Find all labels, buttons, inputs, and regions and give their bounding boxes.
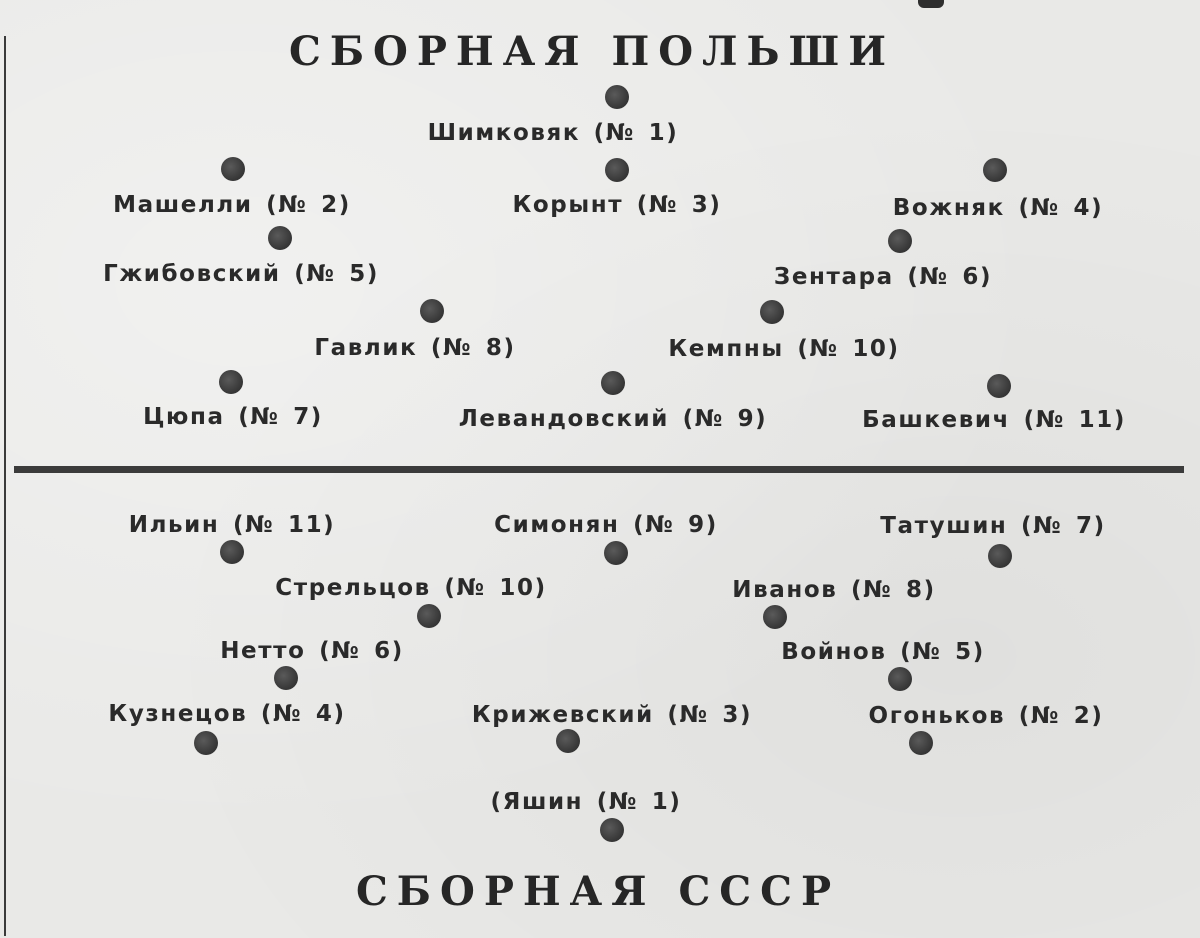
player-marker	[556, 729, 580, 753]
poland-team-title: СБОРНАЯ ПОЛЬШИ	[288, 28, 896, 75]
player-label: Гавлик (№ 8)	[314, 335, 516, 361]
player-label: Корынт (№ 3)	[512, 192, 722, 218]
player-label: Иванов (№ 8)	[732, 577, 936, 603]
player-marker	[604, 541, 628, 565]
player-label: Нетто (№ 6)	[220, 638, 404, 664]
player-marker	[988, 544, 1012, 568]
player-label: Вожняк (№ 4)	[892, 195, 1104, 221]
player-label: (Яшин (№ 1)	[490, 789, 682, 815]
player-label: Кузнецов (№ 4)	[108, 701, 346, 727]
player-marker	[987, 374, 1011, 398]
player-marker	[763, 605, 787, 629]
ussr-team-title: СБОРНАЯ СССР	[355, 868, 841, 915]
player-label: Гжибовский (№ 5)	[103, 261, 379, 287]
player-label: Стрельцов (№ 10)	[275, 575, 547, 601]
player-marker	[221, 157, 245, 181]
player-marker	[983, 158, 1007, 182]
player-label: Левандовский (№ 9)	[458, 406, 768, 432]
player-marker	[219, 370, 243, 394]
field-divider	[14, 466, 1184, 473]
player-marker	[274, 666, 298, 690]
player-marker	[420, 299, 444, 323]
player-marker	[417, 604, 441, 628]
player-marker	[888, 667, 912, 691]
player-marker	[194, 731, 218, 755]
player-marker	[220, 540, 244, 564]
player-label: Войнов (№ 5)	[781, 639, 985, 665]
player-label: Кемпны (№ 10)	[668, 336, 900, 362]
player-label: Ильин (№ 11)	[128, 512, 336, 538]
player-marker	[888, 229, 912, 253]
player-marker	[605, 85, 629, 109]
player-marker	[760, 300, 784, 324]
player-marker	[600, 818, 624, 842]
printed-fragment	[918, 0, 944, 8]
player-label: Машелли (№ 2)	[113, 192, 351, 218]
player-label: Огоньков (№ 2)	[868, 703, 1104, 729]
player-marker	[605, 158, 629, 182]
left-border-rule	[4, 36, 6, 936]
player-label: Башкевич (№ 11)	[862, 407, 1126, 433]
player-label: Зентара (№ 6)	[773, 264, 993, 290]
player-marker	[909, 731, 933, 755]
player-label: Симонян (№ 9)	[494, 512, 718, 538]
player-label: Татушин (№ 7)	[880, 513, 1106, 539]
player-marker	[268, 226, 292, 250]
player-label: Крижевский (№ 3)	[471, 702, 753, 728]
player-label: Шимковяк (№ 1)	[427, 120, 679, 146]
player-label: Цюпа (№ 7)	[143, 404, 323, 430]
player-marker	[601, 371, 625, 395]
